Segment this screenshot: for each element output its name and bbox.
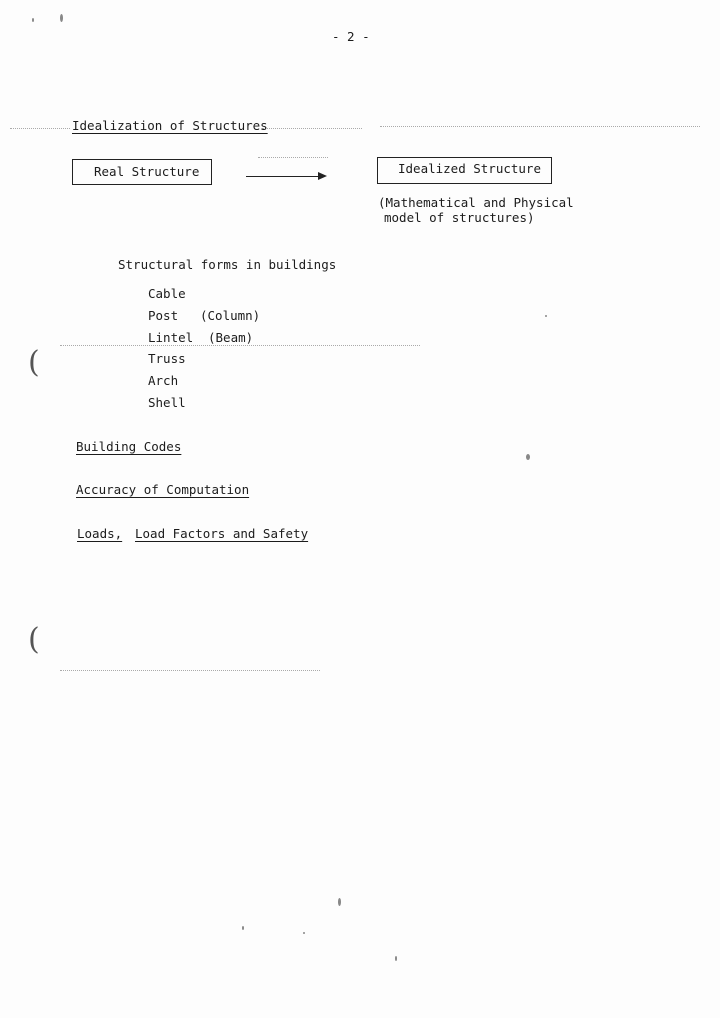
scan-artifact	[395, 956, 397, 961]
scan-artifact	[303, 932, 305, 934]
list-item: Post	[148, 308, 179, 323]
load-factors-heading: Load Factors and Safety	[135, 526, 309, 541]
model-note-line2: model of structures)	[384, 210, 535, 225]
list-item: Lintel	[148, 330, 194, 345]
scan-artifact: (	[28, 622, 40, 657]
real-structure-box	[72, 159, 212, 185]
scan-artifact	[526, 454, 530, 460]
real-structure-label: Real Structure	[94, 164, 200, 179]
arrow-head-icon	[318, 172, 327, 180]
scan-artifact	[60, 670, 320, 671]
forms-title: Structural forms in buildings	[118, 257, 337, 272]
scan-artifact	[32, 18, 34, 22]
idealized-structure-box	[377, 157, 552, 184]
scan-artifact	[545, 315, 547, 317]
scan-artifact	[262, 128, 362, 129]
list-item: Cable	[148, 286, 186, 301]
scan-artifact	[60, 345, 420, 346]
list-item-note: (Beam)	[208, 330, 254, 345]
arrow	[246, 176, 318, 177]
scan-artifact	[380, 126, 700, 127]
scan-artifact: (	[28, 345, 40, 380]
scan-artifact	[10, 128, 70, 129]
loads-heading: Loads,	[77, 526, 123, 541]
model-note-line1: (Mathematical and Physical	[378, 195, 574, 210]
scan-artifact	[60, 14, 63, 22]
idealized-structure-label: Idealized Structure	[398, 161, 541, 176]
list-item: Truss	[148, 351, 186, 366]
accuracy-heading: Accuracy of Computation	[76, 482, 250, 497]
list-item: Arch	[148, 373, 179, 388]
scan-artifact	[242, 926, 244, 930]
list-item: Shell	[148, 395, 186, 410]
section-heading: Idealization of Structures	[72, 118, 268, 133]
building-codes-heading: Building Codes	[76, 439, 182, 454]
page-number: - 2 -	[332, 29, 370, 44]
scan-artifact	[338, 898, 341, 906]
scan-artifact	[258, 157, 328, 158]
list-item-note: (Column)	[200, 308, 261, 323]
